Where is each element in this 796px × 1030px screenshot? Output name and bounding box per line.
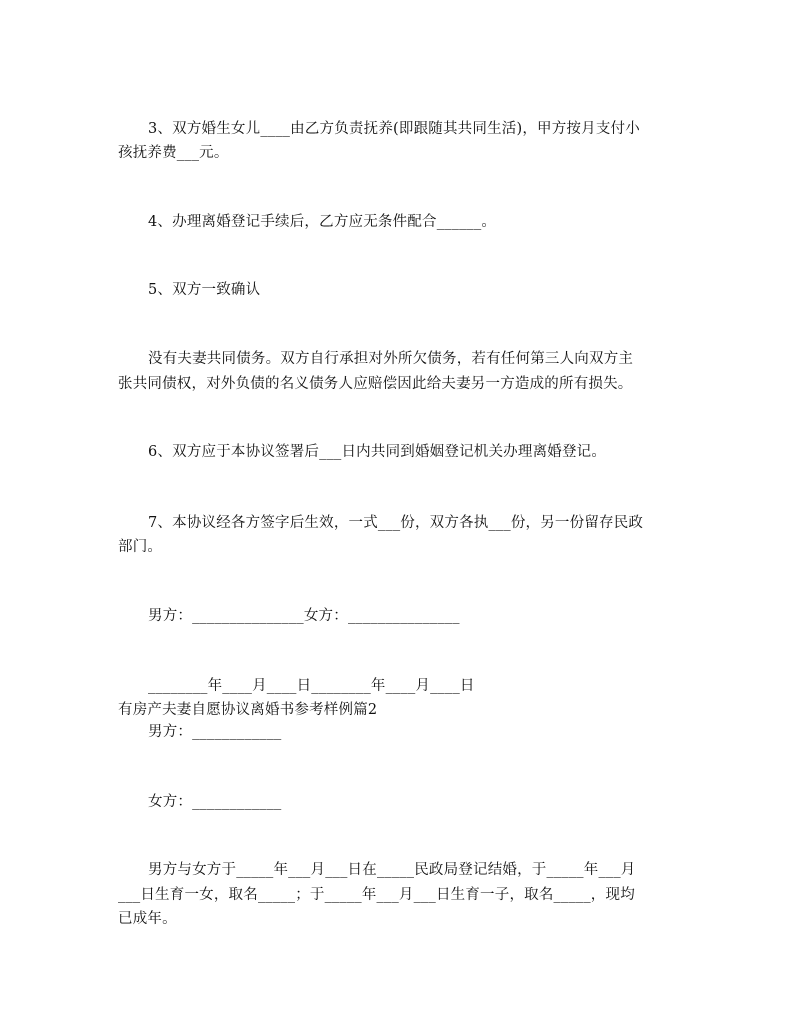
section-title: 有房产夫妻自愿协议离婚书参考样例篇2 <box>118 702 378 718</box>
debt-paragraph-line-1: 没有夫妻共同债务。双方自行承担对外所欠债务，若有任何第三人向双方主 <box>148 351 634 367</box>
clause-3-line-1: 3、双方婚生女儿____由乙方负责抚养(即跟随其共同生活)，甲方按月支付小 <box>148 121 640 137</box>
marriage-paragraph-line-2: ___日生育一女，取名_____；于_____年___月___日生育一子，取名_____，现均 <box>118 887 635 903</box>
marriage-paragraph-line-1: 男方与女方于_____年___月___日在_____民政局登记结婚，于_____年___月 <box>148 862 636 878</box>
husband-field: 男方：____________ <box>148 724 282 740</box>
clause-3-line-2: 孩抚养费___元。 <box>118 145 229 161</box>
marriage-paragraph-line-3: 已成年。 <box>118 911 177 927</box>
clause-4: 4、办理离婚登记手续后，乙方应无条件配合______。 <box>148 214 497 230</box>
debt-paragraph-line-2: 张共同债权，对外负债的名义债务人应赔偿因此给夫妻另一方造成的所有损失。 <box>118 376 633 392</box>
clause-6: 6、双方应于本协议签署后___日内共同到婚姻登记机关办理离婚登记。 <box>148 444 607 460</box>
wife-field: 女方：____________ <box>148 794 282 810</box>
date-line: ________年____月____日________年____月____日 <box>148 678 475 694</box>
clause-5-heading: 5、双方一致确认 <box>148 282 261 298</box>
signature-line: 男方：_______________女方：_______________ <box>148 608 460 624</box>
clause-7-line-1: 7、本协议经各方签字后生效，一式___份，双方各执___份，另一份留存民政 <box>148 515 644 531</box>
clause-7-line-2: 部门。 <box>118 539 163 555</box>
